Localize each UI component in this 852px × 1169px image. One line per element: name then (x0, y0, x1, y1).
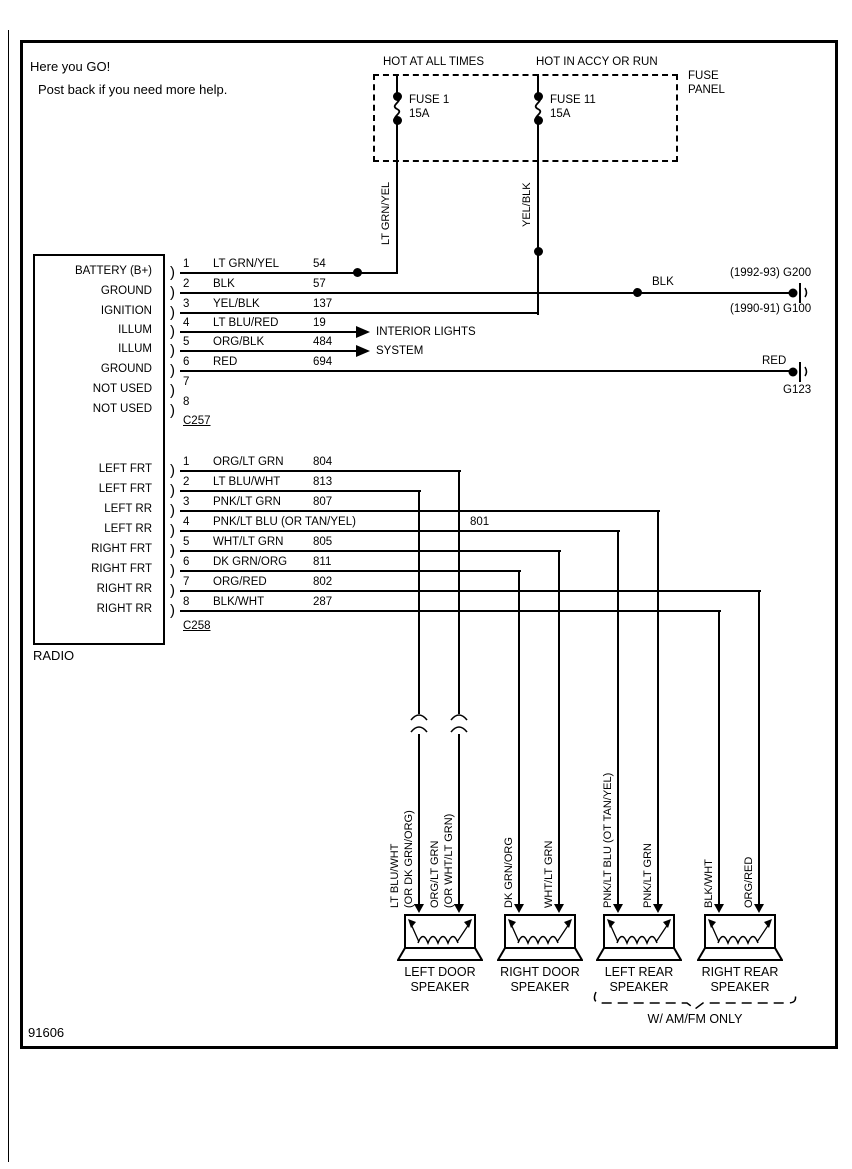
speaker-wire-label-lr2: PNK/LT GRN (642, 843, 654, 908)
c257-pin6-terminal: ) (170, 362, 175, 379)
page-edge-line (8, 30, 9, 1162)
c258-pin1-function: LEFT FRT (98, 463, 152, 475)
fuse-panel-label-line1: FUSE (688, 70, 719, 82)
hot-in-accy-label: HOT IN ACCY OR RUN (536, 56, 658, 68)
c258-pin3-wire (180, 510, 660, 512)
wire-drop-org-lt-grn-lower (458, 734, 460, 906)
speaker-wire-label-rf: DK GRN/ORG (503, 837, 515, 908)
c258-pin1-wire (180, 470, 461, 472)
left-door-speaker-label-2: SPEAKER (410, 980, 470, 994)
doc-number: 91606 (28, 1025, 65, 1040)
c258-pin2-wire-name: LT BLU/WHT (213, 476, 281, 488)
hot-at-all-times-label: HOT AT ALL TIMES (383, 56, 484, 68)
speaker-wire-label-line: (OR DK GRN/ORG) (403, 810, 415, 908)
blk-junction-dot (633, 288, 642, 297)
c258-pin6-num: 6 (183, 556, 190, 568)
ground-symbol-g123 (787, 360, 809, 384)
speaker-wire-label-rr2: ORG/RED (743, 856, 755, 908)
c257-pin5-wire-name: ORG/BLK (213, 336, 265, 348)
c258-pin5-circuit: 805 (313, 536, 333, 548)
c258-pin2-circuit: 813 (313, 476, 333, 488)
c257-pin2-num: 2 (183, 278, 190, 290)
c258-pin5-wire-name: WHT/LT GRN (213, 536, 284, 548)
c257-pin4-function: ILLUM (118, 324, 152, 336)
wire-drop-lt-blu-wht-upper (418, 490, 420, 714)
speaker-wire-label-line: LT BLU/WHT (389, 843, 401, 908)
c258-pin2-num: 2 (183, 476, 190, 488)
right-rear-speaker-icon (697, 912, 783, 962)
amfm-brace (590, 990, 802, 1010)
c257-pin6-num: 6 (183, 356, 190, 368)
note-line-1: Here you GO! (30, 59, 111, 74)
note-line-2: Post back if you need more help. (38, 82, 228, 97)
feed-wire-label-lt-grn-yel: LT GRN/YEL (380, 181, 392, 245)
c257-pin8-num: 8 (183, 396, 190, 408)
wire-drop-org-red (758, 590, 760, 906)
speaker-wire-label-lf2 (428, 814, 456, 908)
c258-pin5-wire (180, 550, 561, 552)
amfm-note: W/ AM/FM ONLY (647, 1012, 743, 1026)
c258-pin8-wire-name: BLK/WHT (213, 596, 265, 608)
c258-pin8-circuit: 287 (313, 596, 333, 608)
wire-drop-org-lt-grn-upper (458, 470, 460, 714)
interior-lights-label-line2: SYSTEM (376, 345, 424, 357)
c257-pin1-function: BATTERY (B+) (74, 265, 152, 277)
c257-pin6-circuit: 694 (313, 356, 333, 368)
c258-pin2-function: LEFT FRT (98, 483, 152, 495)
c257-pin8-function: NOT USED (92, 403, 152, 415)
c257-pin5-function: ILLUM (118, 343, 152, 355)
ground-symbol-main (787, 281, 809, 305)
system-arrow-icon (356, 345, 370, 357)
c257-pin3-terminal: ) (170, 304, 175, 321)
left-rear-speaker-label-1: LEFT REAR (604, 965, 674, 979)
c258-pin6-function: RIGHT FRT (91, 563, 152, 575)
c258-pin8-num: 8 (183, 596, 190, 608)
right-rear-speaker-label-2: SPEAKER (710, 980, 770, 994)
c258-pin6-circuit: 811 (313, 556, 332, 568)
ground-g100-label: (1990-91) G100 (730, 303, 812, 315)
c257-pin3-num: 3 (183, 298, 190, 310)
speaker-wire-label-line: (OR WHT/LT GRN) (443, 813, 455, 908)
c258-pin4-num: 4 (183, 516, 190, 528)
c258-pin3-wire-name: PNK/LT GRN (213, 496, 281, 508)
c258-pin7-wire (180, 590, 761, 592)
fuse1-rating: 15A (409, 108, 430, 120)
c257-pin1-circuit: 54 (313, 258, 326, 270)
fuse1-name: FUSE 1 (409, 94, 450, 106)
interior-lights-label-line1: INTERIOR LIGHTS (376, 326, 476, 338)
c258-pin2-terminal: ) (170, 482, 175, 499)
c258-pin2-wire (180, 490, 421, 492)
left-door-speaker-label-1: LEFT DOOR (404, 965, 476, 979)
c257-pin4-wire (180, 331, 356, 333)
c258-pin4-function: LEFT RR (104, 523, 152, 535)
speaker-wire-label-lr: PNK/LT BLU (OT TAN/YEL) (602, 772, 614, 908)
c257-pin5-wire (180, 350, 356, 352)
c257-pin4-num: 4 (183, 317, 190, 329)
c257-pin4-circuit: 19 (313, 317, 326, 329)
c258-pin7-terminal: ) (170, 582, 175, 599)
c258-pin8-function: RIGHT RR (96, 603, 152, 615)
interior-lights-arrow-icon (356, 326, 370, 338)
c258-pin5-num: 5 (183, 536, 190, 548)
c257-pin6-wire (180, 370, 789, 372)
right-rear-speaker-label-1: RIGHT REAR (701, 965, 779, 979)
left-rear-speaker-label-2: SPEAKER (609, 980, 669, 994)
feed-wire-label-yel-blk: YEL/BLK (521, 182, 533, 227)
wire-drop-pnk-lt-blu (617, 530, 619, 906)
c258-pin3-circuit: 807 (313, 496, 333, 508)
c258-pin6-wire (180, 570, 521, 572)
c258-pin1-wire-name: ORG/LT GRN (213, 456, 284, 468)
c257-pin2-wire-name: BLK (213, 278, 235, 290)
c257-pin3-wire (180, 312, 539, 314)
wire-yel-blk-feed (537, 122, 539, 315)
c257-pin2-function: GROUND (100, 285, 152, 297)
c258-pin8-wire (180, 610, 721, 612)
wire-break-icon (409, 711, 429, 737)
c258-pin6-terminal: ) (170, 562, 175, 579)
c258-pin4-wire-name: PNK/LT BLU (OR TAN/YEL) (213, 516, 356, 528)
c258-pin5-function: RIGHT FRT (91, 543, 152, 555)
speaker-wire-label-rr: BLK/WHT (703, 859, 715, 908)
c257-pin1-terminal: ) (170, 264, 175, 281)
c257-pin7-num: 7 (183, 376, 190, 388)
c257-pin1-wire (180, 272, 398, 274)
pin1-junction-dot (353, 268, 362, 277)
c257-pin1-wire-name: LT GRN/YEL (213, 258, 280, 270)
c257-pin2-terminal: ) (170, 284, 175, 301)
c258-pin4-circuit: 801 (470, 516, 490, 528)
c258-pin3-terminal: ) (170, 502, 175, 519)
right-door-speaker-label-2: SPEAKER (510, 980, 570, 994)
fuse11-rating: 15A (550, 108, 571, 120)
red-wire-label: RED (762, 355, 787, 367)
fuse-panel-label-line2: PANEL (688, 84, 725, 96)
ground-g123-label: G123 (783, 384, 812, 396)
c257-pin6-function: GROUND (100, 363, 152, 375)
c257-connector-label: C257 (183, 415, 211, 427)
c258-pin7-num: 7 (183, 576, 190, 588)
wire-drop-dk-grn-org (518, 570, 520, 906)
c258-pin7-wire-name: ORG/RED (213, 576, 267, 588)
c257-pin3-function: IGNITION (100, 305, 152, 317)
c257-pin3-wire-name: YEL/BLK (213, 298, 260, 310)
c258-pin1-circuit: 804 (313, 456, 333, 468)
c257-pin7-function: NOT USED (92, 383, 152, 395)
c258-pin5-terminal: ) (170, 542, 175, 559)
c258-connector-label: C258 (183, 620, 211, 632)
speaker-wire-label-line: ORG/LT GRN (429, 840, 441, 908)
left-rear-speaker-icon (596, 912, 682, 962)
c257-pin4-wire-name: LT BLU/RED (213, 317, 279, 329)
wire-break-icon (449, 711, 469, 737)
c257-pin7-terminal: ) (170, 382, 175, 399)
radio-label: RADIO (33, 648, 75, 663)
c258-pin4-terminal: ) (170, 522, 175, 539)
c258-pin6-wire-name: DK GRN/ORG (213, 556, 288, 568)
c257-pin5-circuit: 484 (313, 336, 333, 348)
c257-pin2-circuit: 57 (313, 278, 326, 290)
c258-pin3-num: 3 (183, 496, 190, 508)
wire-drop-pnk-lt-grn (657, 510, 659, 906)
c258-pin1-terminal: ) (170, 462, 175, 479)
speaker-wire-label-lf (388, 810, 416, 908)
wire-lt-grn-yel-feed (396, 122, 398, 274)
left-door-speaker-icon (397, 912, 483, 962)
wire-drop-blk-wht (718, 610, 720, 906)
c258-pin3-function: LEFT RR (104, 503, 152, 515)
c257-pin6-wire-name: RED (213, 356, 238, 368)
c257-pin4-terminal: ) (170, 323, 175, 340)
yel-blk-splice-dot (534, 247, 543, 256)
c257-pin3-circuit: 137 (313, 298, 333, 310)
ground-g200-label: (1992-93) G200 (730, 267, 812, 279)
right-door-speaker-icon (497, 912, 583, 962)
wire-drop-wht-lt-grn (558, 550, 560, 906)
c257-pin2-wire (180, 292, 789, 294)
right-door-speaker-label-1: RIGHT DOOR (500, 965, 580, 979)
c258-pin4-wire (180, 530, 620, 532)
c257-pin5-num: 5 (183, 336, 190, 348)
c258-pin7-circuit: 802 (313, 576, 333, 588)
c258-pin7-function: RIGHT RR (96, 583, 152, 595)
blk-wire-label: BLK (652, 276, 674, 288)
c258-pin8-terminal: ) (170, 602, 175, 619)
c257-pin5-terminal: ) (170, 342, 175, 359)
c257-pin1-num: 1 (183, 258, 190, 270)
fuse11-name: FUSE 11 (550, 94, 596, 106)
c257-pin8-terminal: ) (170, 402, 175, 419)
wire-drop-lt-blu-wht-lower (418, 734, 420, 906)
c258-pin1-num: 1 (183, 456, 190, 468)
speaker-wire-label-rf2: WHT/LT GRN (543, 840, 555, 908)
